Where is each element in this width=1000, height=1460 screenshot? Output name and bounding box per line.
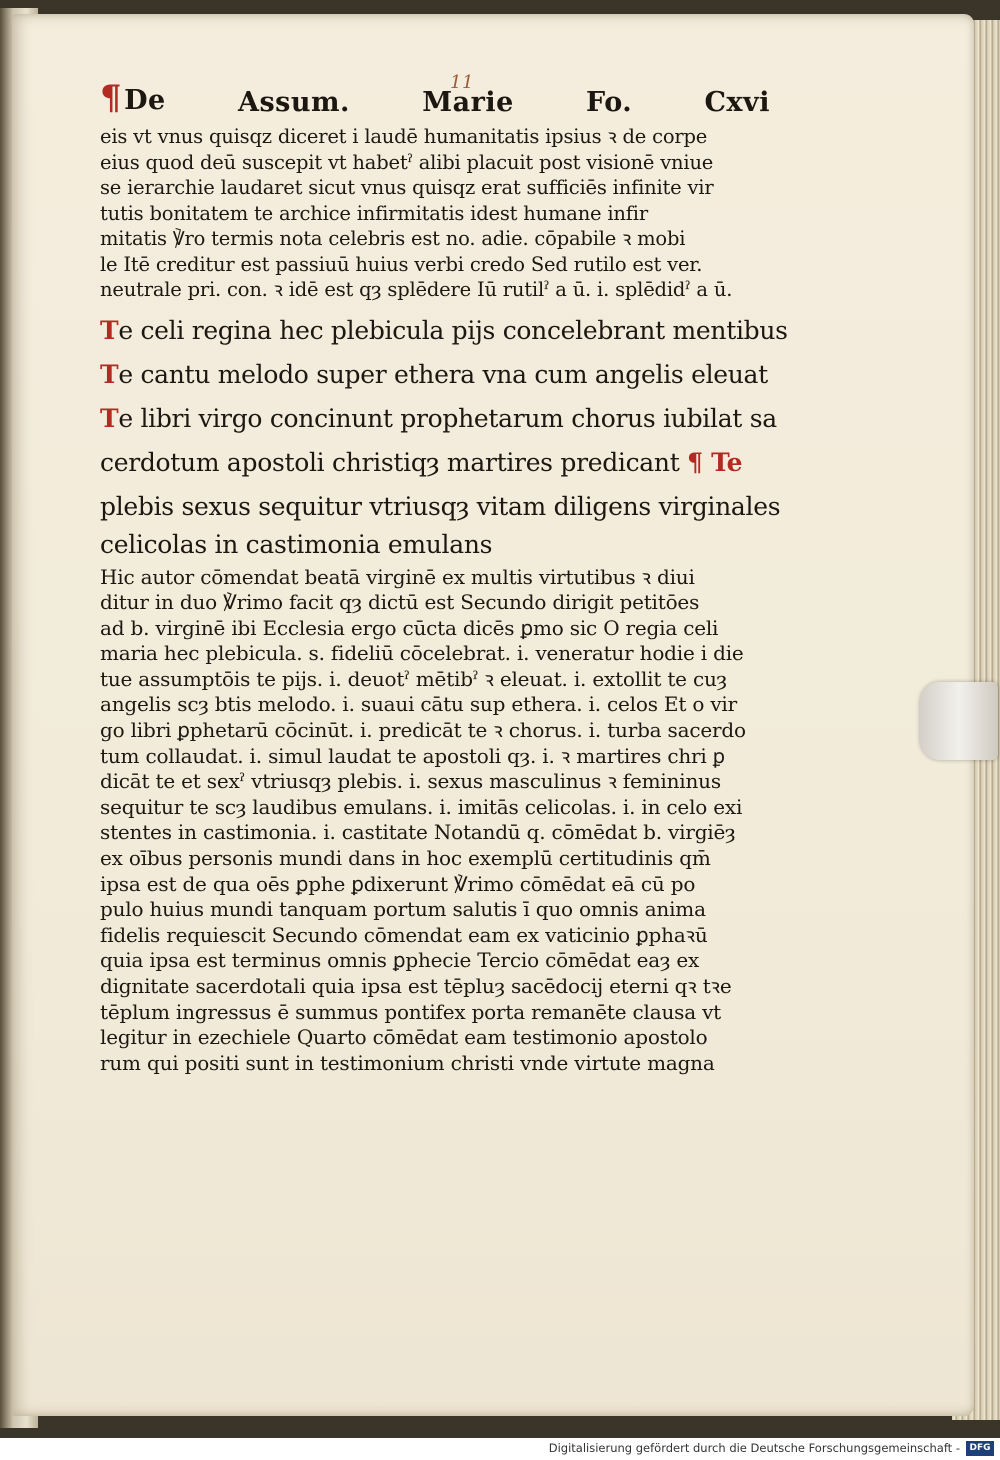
gloss-top [100, 124, 770, 303]
commentary-line: ditur in duo ℣rimo facit qȝ dictū est Secundo dirigit petitōes [100, 590, 700, 615]
commentary-line: dignitate sacerdotali quia ipsa est tēpluȝ sacēdocij eterni qꝛ tꝛe [100, 974, 732, 998]
commentary-line: fidelis requiescit Secundo cōmendat eam ex vaticinio ꝑphaꝛū [100, 922, 708, 947]
commentary-line: ad b. virginē ibi Ecclesia ergo cūcta dicēs ꝑmo sic O regia celi [100, 615, 719, 640]
header-fo: Fo. [586, 87, 633, 118]
commentary-line: Hic autor cōmendat beatā virginē ex multis virtutibus ꝛ diui [100, 564, 695, 589]
red-initial: T [100, 315, 119, 345]
header-assum: Assum. [238, 87, 350, 118]
commentary-line: angelis scȝ btis melodo. i. suaui cātu sup ethera. i. celos Et o vir [100, 692, 737, 717]
gloss-line: eius quod deū suscepit vt habetˀ alibi placuit post visionē vniue [100, 150, 714, 174]
commentary-line: quia ipsa est terminus omnis ꝑphecie Tercio cōmēdat eaȝ ex [100, 948, 700, 973]
red-initial: T [100, 403, 119, 433]
commentary-line: tue assumptōis te pijs. i. deuotˀ mētibˀ ꝛ eleuat. i. extollit te cuȝ [100, 666, 727, 691]
gloss-line: se ierarchie laudaret sicut vnus quisqz erat sufficiēs infinite vir [100, 176, 714, 199]
page-clip [920, 682, 998, 760]
dfg-logo: DFG [966, 1441, 994, 1456]
text-block [100, 72, 788, 1076]
red-initial: T [100, 359, 119, 389]
funding-credit: Digitalisierung gefördert durch die Deutsche Forschungsgemeinschaft - [548, 1441, 960, 1455]
running-header [100, 72, 770, 118]
commentary-line: maria hec plebicula. s. fideliū cōcelebrat. i. veneratur hodie i die [100, 641, 744, 666]
folio-number: Cxvi [704, 87, 770, 118]
commentary-line: tēplum ingressus ē summus pontifex porta remanēte clausa vt [100, 999, 722, 1024]
gloss-line: tutis bonitatem te archice infirmitatis idest humane infir [100, 201, 648, 225]
rubric-inline: ¶ Te [687, 447, 743, 477]
commentary-line: rum qui positi sunt in testimonium christi vnde virtute magna [100, 1050, 715, 1075]
verse-line: cerdotum apostoli christiqȝ martires predicant ¶ Te [100, 447, 743, 477]
commentary-line: legitur in ezechiele Quarto cōmēdat eam testimonio apostolo [100, 1025, 708, 1050]
gloss-line: neutrale pri. con. ꝛ idē est qȝ splēdere Iū rutilˀ a ū. i. splēdidˀ a ū. [100, 278, 733, 301]
header-marie: Marie [422, 87, 514, 118]
footer-bar [0, 1438, 1000, 1460]
gloss-line: le Itē creditur est passiuū huius verbi credo Sed rutilo est ver. [100, 252, 703, 276]
verse-line: Te cantu melodo super ethera vna cum angelis eleuat [100, 359, 768, 389]
gloss-line: eis vt vnus quisqz diceret i laudē humanitatis ipsius ꝛ de corpe [100, 125, 708, 148]
verse-line: plebis sexus sequitur vtriusqȝ vitam diligens virginales [100, 491, 781, 521]
header-de: ¶De [100, 78, 166, 118]
verse-line: Te celi regina hec plebicula pijs concelebrant mentibus [100, 315, 788, 345]
commentary-line: ipsa est de qua oēs ꝑphe ꝑdixerunt ℣rimo cōmēdat eā cū po [100, 871, 696, 896]
commentary-line: dicāt te et sexˀ vtriusqȝ plebis. i. sexus masculinus ꝛ femininus [100, 769, 721, 794]
verse-line: celicolas in castimonia emulans [100, 529, 493, 559]
hymn-verses [100, 309, 788, 561]
commentary-line: ex oībus personis mundi dans in hoc exemplū certitudinis qm̄ [100, 846, 711, 871]
commentary [100, 565, 770, 1077]
manuscript-folio-note: 11 [450, 72, 474, 93]
commentary-line: sequitur te scȝ laudibus emulans. i. imitās celicolas. i. in celo exi [100, 794, 743, 819]
rubric-mark: ¶ [100, 78, 123, 118]
commentary-line: pulo huius mundi tanquam portum salutis ī quo omnis anima [100, 897, 706, 922]
commentary-line: tum collaudat. i. simul laudat te apostoli qȝ. i. ꝛ martires chri ꝑ [100, 743, 725, 768]
commentary-line: go libri ꝑphetarū cōcinūt. i. predicāt te ꝛ chorus. i. turba sacerdo [100, 718, 746, 743]
commentary-line: stentes in castimonia. i. castitate Notandū q. cōmēdat b. virgiēȝ [100, 820, 736, 845]
verse-line: Te libri virgo concinunt prophetarum chorus iubilat sa [100, 403, 777, 433]
gloss-line: mitatis ℣ro termis nota celebris est no. adie. cōpabile ꝛ mobi [100, 227, 686, 250]
